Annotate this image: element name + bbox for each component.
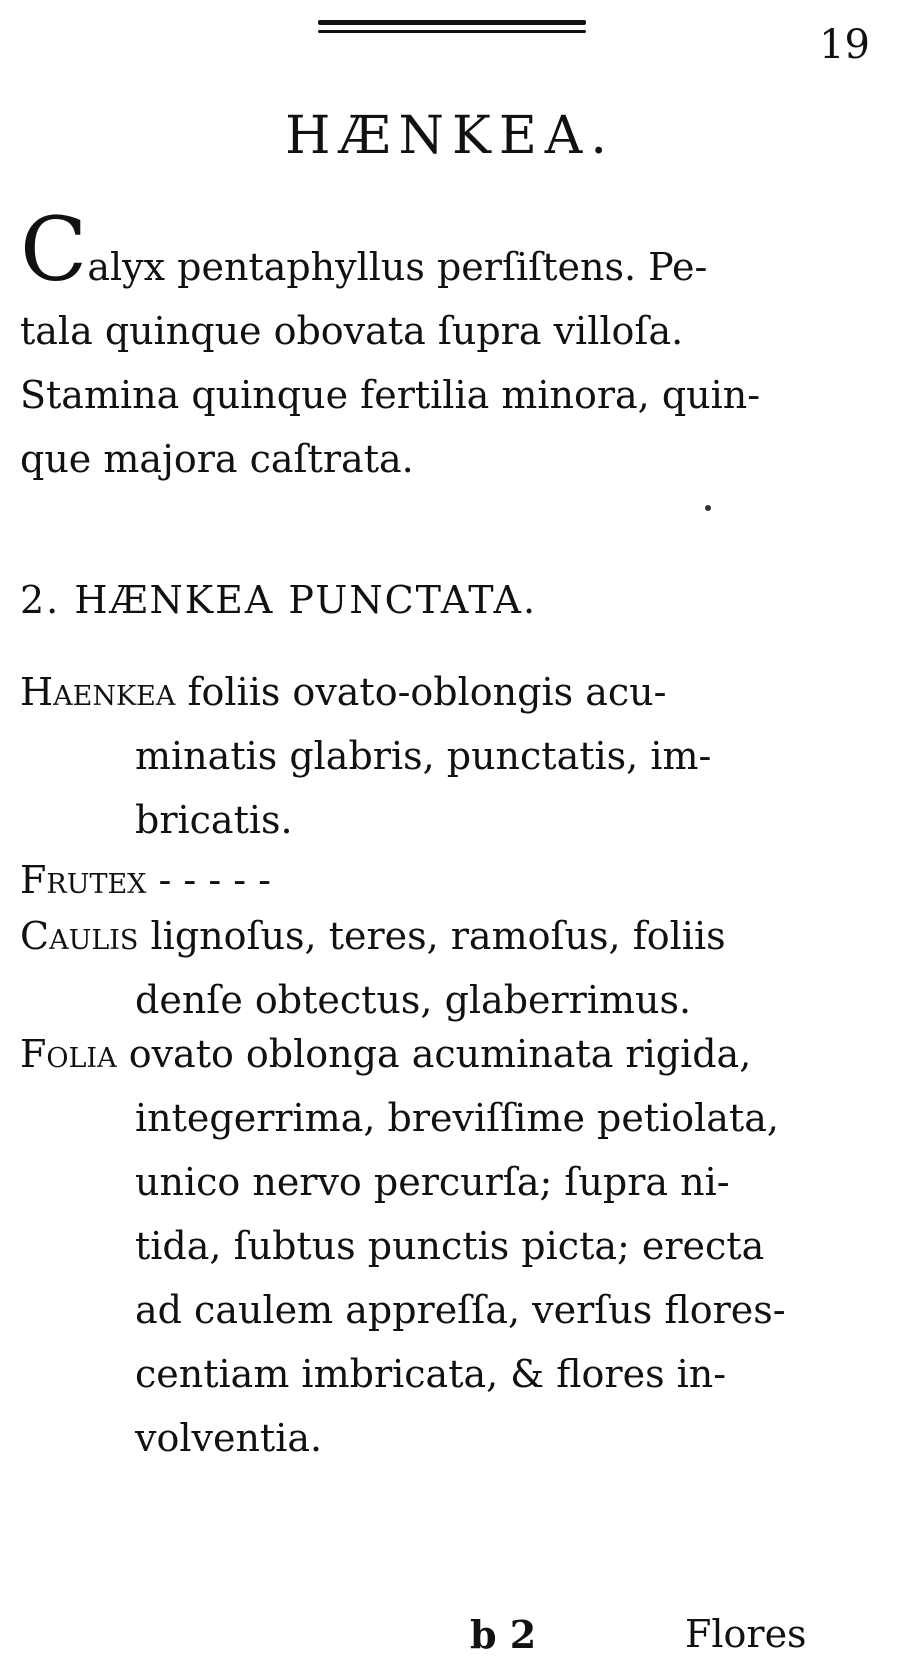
entry-text: foliis ovato-oblongis acu- — [187, 670, 667, 714]
entry-first-line — [20, 904, 726, 968]
entry-line: tida, ſubtus punctis picta; erecta — [135, 1224, 765, 1268]
entry-line: denſe obtectus, glaberrimus. — [135, 978, 692, 1022]
species-heading: 2. HÆNKEA PUNCTATA. — [20, 578, 538, 622]
page-number: 19 — [819, 22, 870, 68]
entry-line: integerrima, breviſſime petiolata, — [135, 1096, 779, 1140]
entry-text: - - - - - — [158, 858, 271, 902]
genus-description-line: que majora caſtrata. — [20, 437, 414, 481]
entry-folia — [20, 1022, 786, 1470]
entry-haenkea — [20, 660, 711, 852]
entry-line: ad caulem appreſſa, verſus flores- — [135, 1288, 786, 1332]
catchword: Flores — [685, 1612, 807, 1656]
entry-text: ovato oblonga acuminata rigida, — [128, 1032, 752, 1076]
signature-mark: b 2 — [470, 1612, 537, 1657]
genus-description-line — [20, 198, 880, 301]
entry-line: volventia. — [135, 1416, 323, 1460]
entry-term: Caulis — [20, 914, 139, 958]
header-rule-top — [318, 20, 586, 25]
genus-description-line-text: alyx pentaphyllus perſiſtens. Pe- — [87, 245, 708, 289]
entry-term: Haenkea — [20, 670, 176, 714]
entry-line: centiam imbricata, & flores in- — [135, 1352, 727, 1396]
entry-term: Frutex — [20, 858, 147, 902]
entry-frutex — [20, 848, 271, 912]
header-rule-bottom — [318, 30, 586, 33]
entry-line: bricatis. — [135, 798, 293, 842]
entry-text: lignoſus, teres, ramoſus, foliis — [150, 914, 726, 958]
genus-description-line: tala quinque obovata ſupra villoſa. — [20, 309, 684, 353]
entry-line: unico nervo percurſa; ſupra ni- — [135, 1160, 730, 1204]
ink-speck — [705, 505, 711, 511]
genus-description-line: Stamina quinque fertilia minora, quin- — [20, 373, 761, 417]
entry-term: Folia — [20, 1032, 117, 1076]
entry-caulis — [20, 904, 726, 1032]
genus-description — [20, 198, 880, 491]
entry-first-line — [20, 1022, 786, 1086]
page-title: HÆNKEA. — [285, 106, 615, 166]
entry-first-line — [20, 660, 711, 724]
drop-cap: C — [20, 198, 88, 301]
entry-line: minatis glabris, punctatis, im- — [135, 734, 712, 778]
entry-first-line — [20, 848, 271, 912]
